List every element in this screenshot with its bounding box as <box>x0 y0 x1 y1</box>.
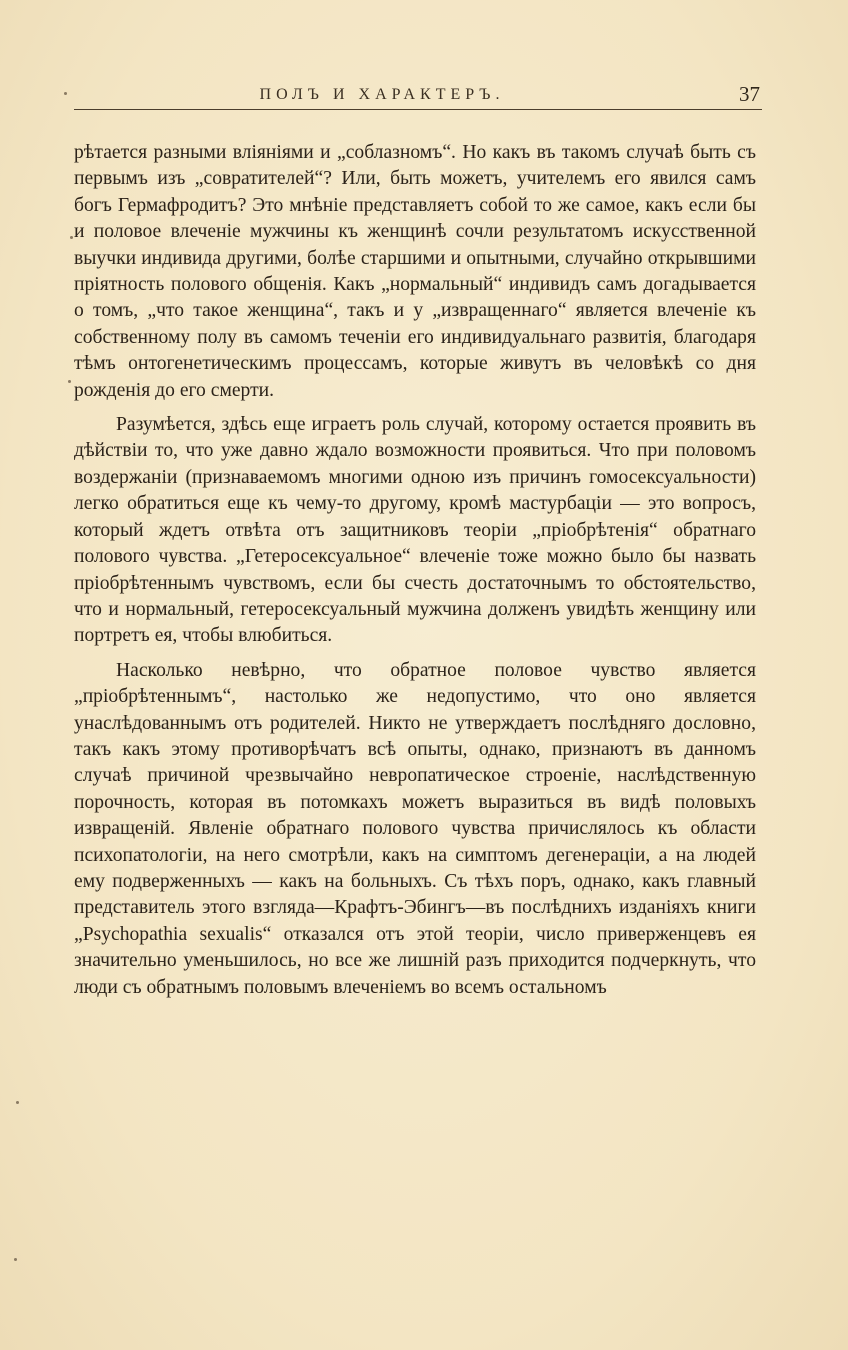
page-header <box>62 82 762 110</box>
margin-mark <box>68 380 71 383</box>
paragraph: Насколько невѣрно, что обратное половое чувство является „пріобрѣтеннымъ“, настолько же недопустимо, что оно является унаслѣдованнымъ отъ родителей. Никто не утверждаетъ послѣдняго дословно, такъ какъ этому противорѣчатъ всѣ опыты, однако, признаютъ въ данномъ случаѣ причиной чрезвычайно невропатическое строеніе, наслѣдственную порочность, которая въ потомкахъ можетъ выразиться въ видѣ половыхъ извращеній. Явленіе обратнаго полового чувства причислялось къ области психопатологіи, на него смотрѣли, какъ на симптомъ дегенераціи, а на людей ему подверженныхъ — какъ на больныхъ. Съ тѣхъ поръ, однако, какъ главный представитель этого взгляда—Крафтъ-Эбингъ—въ послѣднихъ изданіяхъ книги „Psychopathia sexualis“ отказался отъ этой теоріи, число приверженцевъ ея значительно уменьшилось, но все же лишній разъ приходится подчеркнуть, что люди съ обратнымъ половымъ влеченіемъ во всемъ остальномъ <box>74 659 756 998</box>
paragraph: рѣтается разными вліяніями и „соблазномъ“. Но какъ въ такомъ случаѣ быть съ первымъ изъ „совратителей“? Или, быть можетъ, учителемъ его явился самъ богъ Гермафродитъ? Это мнѣніе представляетъ собой то же самое, какъ если бы и половое влеченіе мужчины къ женщинѣ сочли результатомъ искусственной выучки индивида другими, болѣе старшими и опытными, случайно открывшими пріятность полового общенія. Какъ „нормальный“ индивидъ самъ догадывается о томъ, „что такое женщина“, такъ и у „извращеннаго“ является влеченіе къ собственному полу въ самомъ теченіи его индивидуальнаго развитія, благодаря тѣмъ онтогенетическимъ процессамъ, которые живутъ въ человѣкѣ со дня рожденія до его смерти. <box>74 142 756 401</box>
paragraph: Разумѣется, здѣсь еще играетъ роль случай, которому остается проявить въ дѣйствіи то, что уже давно ждало возможности проявиться. Что при половомъ воздержаніи (признаваемомъ многими одною изъ причинъ гомосексуальности) легко обратиться еще къ чему-то другому, кромѣ мастурбаціи — это вопросъ, который ждетъ отвѣта отъ защитниковъ теоріи „пріобрѣтенія“ обратнаго полового чувства. „Гетеросексуальное“ влеченіе тоже можно было бы назвать пріобрѣтеннымъ чувствомъ, если бы счесть достаточнымъ то обстоятельство, что и нормальный, гетеросексуальный мужчина долженъ увидѣть женщину или портретъ ея, чтобы влюбиться. <box>74 414 756 647</box>
body-text <box>74 140 756 1001</box>
page-number: 37 <box>739 82 760 106</box>
header-rule <box>74 109 762 110</box>
margin-mark <box>14 1258 17 1261</box>
margin-mark <box>70 236 73 239</box>
running-title: ПОЛЪ И ХАРАКТЕРЪ. <box>259 86 505 103</box>
margin-mark <box>16 1101 19 1104</box>
